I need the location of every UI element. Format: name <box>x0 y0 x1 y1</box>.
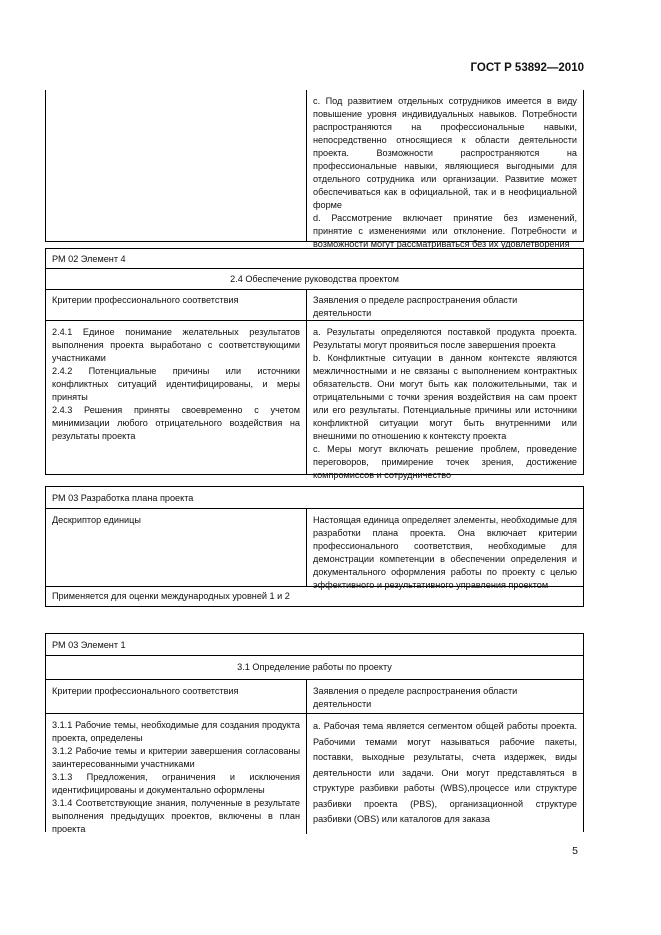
pm03-element1-table <box>45 633 584 832</box>
table-row <box>46 713 583 834</box>
scope-column-header: Заявления о пределе распространения области деятельности <box>313 295 518 318</box>
section-row <box>46 268 583 289</box>
descriptor-text: Настоящая единица определяет элементы, необходимые для разработки плана проекта. Она включает критерии профессионального соответствия, необходимые для демонстрации компетенции в обеспечении определения и документального оформления работы по проекту с целью эффективного и результативного управления проектом <box>313 515 577 590</box>
table-title-row <box>46 249 583 268</box>
criteria-cell: 2.4.1 Единое понимание желательных результатов выполнения проекта выработано с соответствующими участниками 2.4.2 Потенциальные причины или источники конфликтных ситуаций идентифицированы, и меры приняты 2.4.3 Решения приняты своевременно с учетом минимизации любого отрицательного воздействия на результаты проекта <box>46 321 307 474</box>
standard-id-header: ГОСТ Р 53892—2010 <box>470 62 584 74</box>
continuation-table <box>45 90 584 249</box>
table-title: РМ 03 Разработка плана проекта <box>52 493 194 503</box>
table-row <box>46 90 583 249</box>
table-title: РМ 02 Элемент 4 <box>52 254 126 264</box>
criteria-column-header: Критерии профессионального соответствия <box>46 680 307 713</box>
column-header-row <box>46 289 583 320</box>
criteria-column-header: Критерии профессионального соответствия <box>46 290 307 320</box>
section-heading: 3.1 Определение работы по проекту <box>237 662 392 672</box>
table-row <box>46 320 583 480</box>
scope-statement-cell: c. Под развитием отдельных сотрудников имеется в виду повышение уровня индивидуальных навыков. Потребности распространяются на профессиональные навыки, непосредственно относящиеся к области деятельности проекта. Возможности распространяются на профессиональные навыки, являющиеся выгодными для отдельного сотрудника или организации. Развитие может обеспечиваться как в официальной, так и в неофициальной форме d. Рассмотрение включает принятие без изменений, принятие с изменениями или отклонение. Потребности и возможности могут рассматриваться без их удовлетворения <box>313 96 577 249</box>
table-row <box>46 586 583 606</box>
section-heading: 2.4 Обеспечение руководства проектом <box>230 274 399 284</box>
criteria-cell: 3.1.1 Рабочие темы, необходимые для создания продукта проекта, определены 3.1.2 Рабочие темы и критерии завершения согласованы заинтересованными участниками 3.1.3 Предложения, ограничения и исключения идентифицированы и документально оформлены 3.1.4 Соответствующие знания, полученные в результате выполнения предыдущих проектов, включены в план проекта <box>46 714 307 834</box>
scope-column-header: Заявления о пределе распространения области деятельности <box>313 686 518 709</box>
scope-statement-cell: a. Результаты определяются поставкой продукта проекта. Результаты могут проявиться после завершения проекта b. Конфликтные ситуации в данном контексте являются межличностными и не связаны с выполнением контрактных обязательств. Они могут быть как положительными, так и отрицательными с точки зрения воздействия на сам проект или его результаты. Потенциальные причины или источники конфликтной ситуации могут быть внутренними или внешними по отношению к контексту проекта c. Меры могут включать решение проблем, проведение переговоров, примирение точек зрения, достижение компромиссов и сотрудничество <box>313 327 577 480</box>
table-row <box>46 508 583 590</box>
table-title: РМ 03 Элемент 1 <box>52 640 126 650</box>
section-row <box>46 655 583 679</box>
pm02-element4-table <box>45 248 584 480</box>
criteria-cell <box>46 90 307 241</box>
table-title-row <box>46 487 583 508</box>
page-number: 5 <box>572 845 578 857</box>
pm03-unit-table <box>45 486 584 607</box>
applies-text: Применяется для оценки международных уровней 1 и 2 <box>52 591 290 601</box>
descriptor-label: Дескриптор единицы <box>46 509 307 586</box>
column-header-row <box>46 679 583 713</box>
table-title-row <box>46 634 583 655</box>
scope-statement-cell: a. Рабочая тема является сегментом общей работы проекта. Рабочими темами могут называться рабочие пакеты, поставки, выходные результаты, счета издержек, виды деятельности или задачи. Они могут представляться в структуре разбивки работы (WBS),процессе или структуре разбивки проекта (PBS), организационной структуре разбивки (OBS) или каталогов для заказа <box>313 721 577 824</box>
